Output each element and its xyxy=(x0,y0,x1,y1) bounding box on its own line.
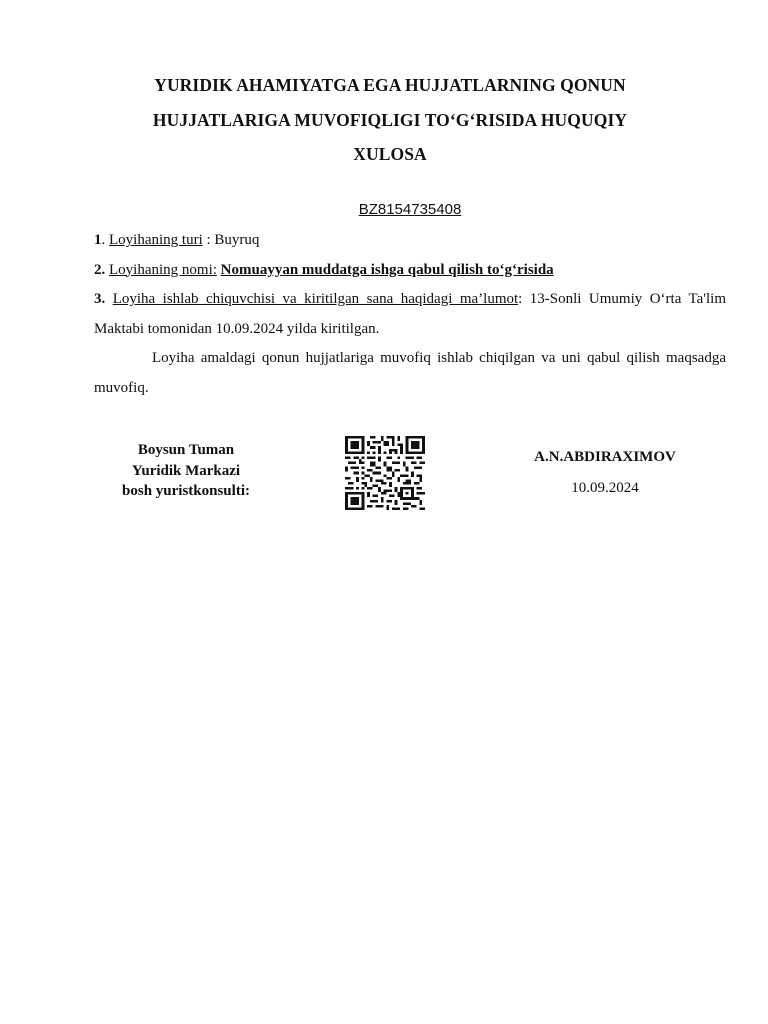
item-label: Loyihaning nomi: xyxy=(109,261,217,278)
item-value: Nomuayyan muddatga ishga qabul qilish to‘g‘risida xyxy=(220,261,554,278)
document-body xyxy=(94,226,726,403)
title-line-1: YURIDIK AHAMIYATGA EGA HUJJATLARNING QONUN xyxy=(154,75,626,95)
org-line-2: Yuridik Markazi xyxy=(131,462,241,479)
item-label: Loyiha ishlab chiquvchisi va kiritilgan sana haqidagi ma’lumot xyxy=(112,291,519,307)
item-project-type: 1. Loyihaning turi : Buyruq xyxy=(94,232,260,248)
document-title xyxy=(70,68,710,172)
signer-block xyxy=(500,446,710,499)
signature-date: 10.09.2024 xyxy=(571,480,639,496)
item-label: Loyihaning turi xyxy=(109,232,203,248)
item-number: 3. xyxy=(94,291,106,307)
conclusion-paragraph: Loyiha amaldagi qonun hujjatlariga muvofiq ishlab chiqilgan va uni qabul qilish maqsadga muvofiq. xyxy=(94,350,726,396)
item-number: 1 xyxy=(94,232,102,248)
org-line-3: bosh yuristkonsulti: xyxy=(122,483,250,499)
signer-name: A.N.ABDIRAXIMOV xyxy=(534,449,676,465)
item-number: 2. xyxy=(94,261,106,278)
signer-organization xyxy=(100,440,272,502)
item-separator: : xyxy=(202,232,215,248)
title-line-2: HUJJATLARIGA MUVOFIQLIGI TO‘G‘RISIDA HUQUQIY xyxy=(152,109,628,130)
title-line-3: XULOSA xyxy=(353,144,427,164)
qr-code-icon xyxy=(345,436,425,510)
document-code: BZ8154735408 xyxy=(358,201,462,218)
item-value: Buyruq xyxy=(214,232,260,248)
item-project-name xyxy=(94,256,726,286)
org-line-1: Boysun Tuman xyxy=(137,442,235,458)
item-project-author xyxy=(94,285,726,344)
item-value: : 13-Sonli Umumiy O‘rta Ta'lim Maktabi tomonidan 10.09.2024 yilda kiritilgan. xyxy=(94,291,727,337)
